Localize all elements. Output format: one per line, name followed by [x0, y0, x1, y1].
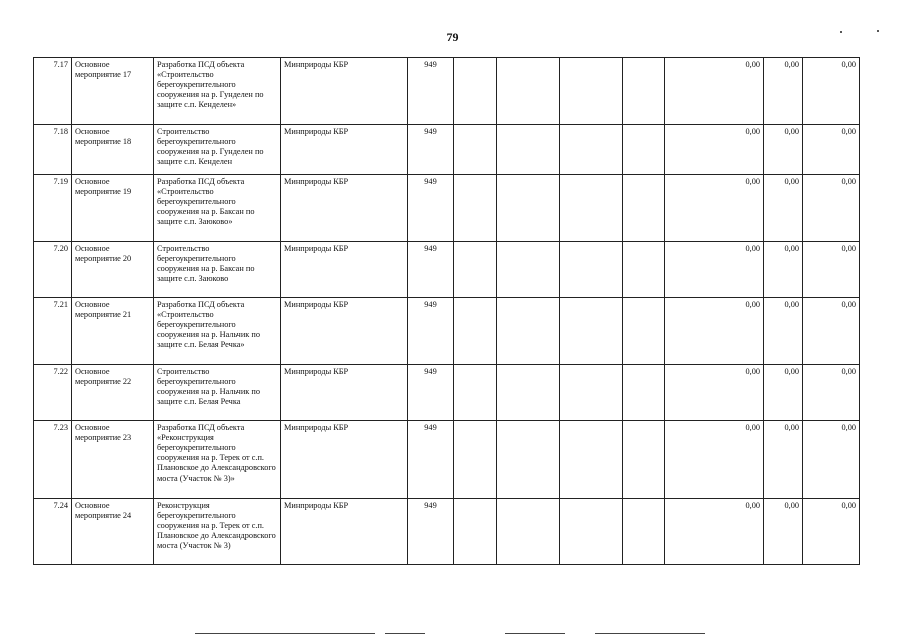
budget-code: 949	[408, 298, 454, 365]
amount-cell: 0,00	[803, 175, 860, 242]
empty-cell	[454, 175, 497, 242]
page-number: 79	[446, 30, 459, 44]
empty-cell	[623, 242, 665, 298]
empty-cell	[497, 298, 560, 365]
empty-cell	[560, 175, 623, 242]
empty-cell	[497, 499, 560, 565]
event-name: Основное мероприятие 24	[72, 499, 154, 565]
empty-cell	[560, 421, 623, 499]
amount-cell: 0,00	[665, 421, 764, 499]
empty-cell	[497, 242, 560, 298]
event-name: Основное мероприятие 21	[72, 298, 154, 365]
budget-code: 949	[408, 499, 454, 565]
amount-cell: 0,00	[665, 125, 764, 175]
amount-cell: 0,00	[764, 421, 803, 499]
empty-cell	[623, 298, 665, 365]
event-description: Разработка ПСД объекта «Реконструкция берегоукрепительного сооружения на р. Терек от с.п. Плановское до Александровского моста (Участок № 3)»	[154, 421, 281, 499]
empty-cell	[560, 298, 623, 365]
funding-table	[33, 57, 860, 565]
event-name: Основное мероприятие 18	[72, 125, 154, 175]
empty-cell	[560, 58, 623, 125]
amount-cell: 0,00	[665, 175, 764, 242]
amount-cell: 0,00	[764, 365, 803, 421]
empty-cell	[454, 365, 497, 421]
row-number: 7.22	[34, 365, 72, 421]
row-number: 7.24	[34, 499, 72, 565]
table-row	[34, 499, 860, 565]
event-description: Строительство берегоукрепительного сооружения на р. Баксан по защите с.п. Заюково	[154, 242, 281, 298]
executor: Минприроды КБР	[281, 125, 408, 175]
event-name: Основное мероприятие 17	[72, 58, 154, 125]
empty-cell	[560, 365, 623, 421]
event-description: Разработка ПСД объекта «Строительство берегоукрепительного сооружения на р. Гунделен по защите с.п. Кенделен»	[154, 58, 281, 125]
executor: Минприроды КБР	[281, 499, 408, 565]
empty-cell	[454, 125, 497, 175]
amount-cell: 0,00	[803, 125, 860, 175]
scan-speck	[840, 31, 842, 33]
event-name: Основное мероприятие 20	[72, 242, 154, 298]
row-number: 7.23	[34, 421, 72, 499]
amount-cell: 0,00	[665, 499, 764, 565]
event-description: Разработка ПСД объекта «Строительство берегоукрепительного сооружения на р. Нальчик по защите с.п. Белая Речка»	[154, 298, 281, 365]
empty-cell	[497, 58, 560, 125]
executor: Минприроды КБР	[281, 365, 408, 421]
row-number: 7.20	[34, 242, 72, 298]
amount-cell: 0,00	[803, 298, 860, 365]
amount-cell: 0,00	[764, 58, 803, 125]
executor: Минприроды КБР	[281, 298, 408, 365]
event-name: Основное мероприятие 23	[72, 421, 154, 499]
amount-cell: 0,00	[803, 499, 860, 565]
empty-cell	[623, 125, 665, 175]
empty-cell	[497, 421, 560, 499]
empty-cell	[454, 421, 497, 499]
table-row	[34, 175, 860, 242]
event-name: Основное мероприятие 22	[72, 365, 154, 421]
amount-cell: 0,00	[764, 175, 803, 242]
amount-cell: 0,00	[803, 421, 860, 499]
amount-cell: 0,00	[665, 242, 764, 298]
table-row	[34, 125, 860, 175]
executor: Минприроды КБР	[281, 242, 408, 298]
budget-code: 949	[408, 58, 454, 125]
empty-cell	[497, 175, 560, 242]
budget-code: 949	[408, 242, 454, 298]
table-row	[34, 242, 860, 298]
row-number: 7.18	[34, 125, 72, 175]
empty-cell	[623, 421, 665, 499]
empty-cell	[454, 242, 497, 298]
row-number: 7.17	[34, 58, 72, 125]
budget-code: 949	[408, 125, 454, 175]
table-row	[34, 421, 860, 499]
budget-code: 949	[408, 421, 454, 499]
empty-cell	[497, 125, 560, 175]
empty-cell	[497, 365, 560, 421]
budget-code: 949	[408, 365, 454, 421]
event-name: Основное мероприятие 19	[72, 175, 154, 242]
empty-cell	[454, 298, 497, 365]
empty-cell	[560, 242, 623, 298]
executor: Минприроды КБР	[281, 421, 408, 499]
amount-cell: 0,00	[764, 125, 803, 175]
amount-cell: 0,00	[764, 242, 803, 298]
empty-cell	[623, 175, 665, 242]
budget-code: 949	[408, 175, 454, 242]
empty-cell	[454, 58, 497, 125]
empty-cell	[623, 365, 665, 421]
row-number: 7.19	[34, 175, 72, 242]
scan-footer-lines	[195, 633, 715, 636]
scan-speck	[877, 30, 879, 32]
table-row	[34, 298, 860, 365]
event-description: Строительство берегоукрепительного сооружения на р. Гунделен по защите с.п. Кенделен	[154, 125, 281, 175]
empty-cell	[623, 58, 665, 125]
event-description: Строительство берегоукрепительного сооружения на р. Нальчик по защите с.п. Белая Речка	[154, 365, 281, 421]
amount-cell: 0,00	[665, 365, 764, 421]
empty-cell	[560, 499, 623, 565]
row-number: 7.21	[34, 298, 72, 365]
amount-cell: 0,00	[803, 365, 860, 421]
table-row	[34, 58, 860, 125]
executor: Минприроды КБР	[281, 58, 408, 125]
event-description: Разработка ПСД объекта «Строительство берегоукрепительного сооружения на р. Баксан по защите с.п. Заюково»	[154, 175, 281, 242]
executor: Минприроды КБР	[281, 175, 408, 242]
amount-cell: 0,00	[803, 242, 860, 298]
table-row	[34, 365, 860, 421]
amount-cell: 0,00	[764, 499, 803, 565]
amount-cell: 0,00	[764, 298, 803, 365]
empty-cell	[623, 499, 665, 565]
empty-cell	[560, 125, 623, 175]
event-description: Реконструкция берегоукрепительного сооружения на р. Терек от с.п. Плановское до Александровского моста (Участок № 3)	[154, 499, 281, 565]
empty-cell	[454, 499, 497, 565]
amount-cell: 0,00	[803, 58, 860, 125]
amount-cell: 0,00	[665, 298, 764, 365]
amount-cell: 0,00	[665, 58, 764, 125]
